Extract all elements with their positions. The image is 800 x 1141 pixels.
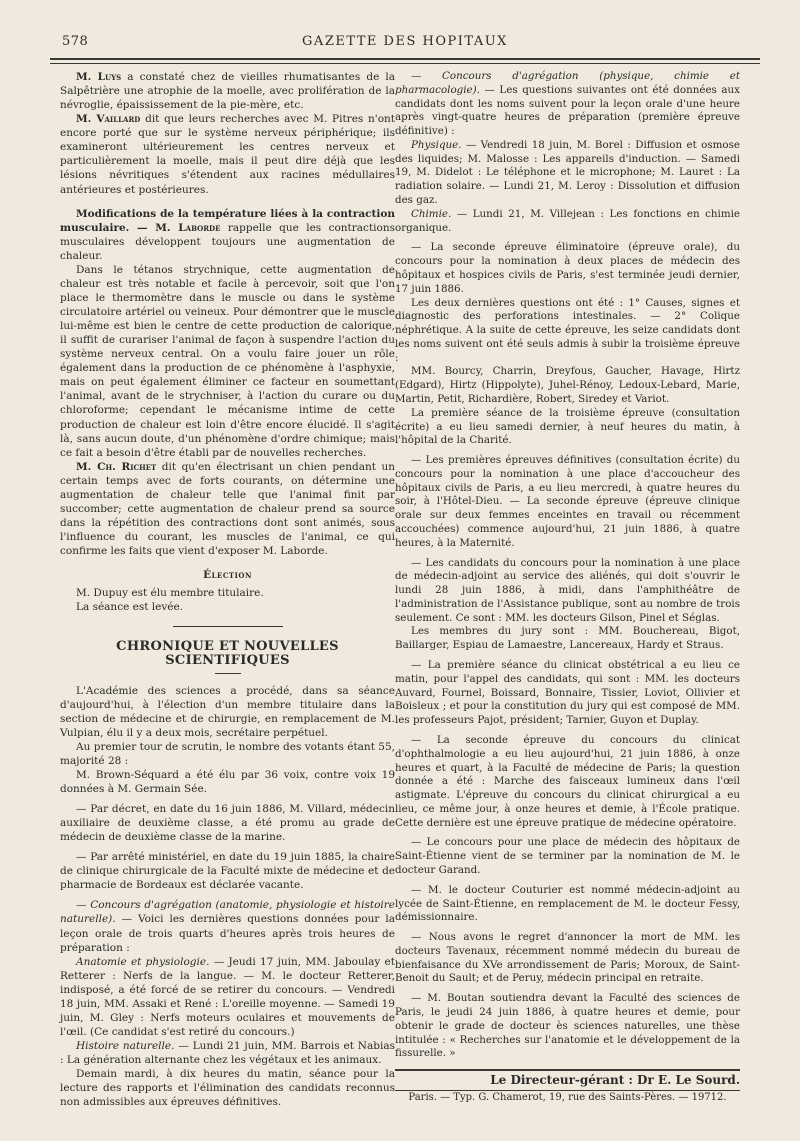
paragraph: — Nous avons le regret d'annoncer la mort de MM. les docteurs Tavenaux, récemment nommé médecin du bureau de bienfaisance du XVe arrondissement de Paris; Moroux, de Saint-Benoit du Sault; et de Peruy, médecin principal en retraite. (395, 931, 740, 985)
short-rule (215, 673, 241, 674)
paragraph: Histoire naturelle. — Lundi 21 juin, MM. Barrois et Nabias : La génération alternante chez les végétaux et les animaux. (60, 1040, 395, 1067)
paragraph: Physique. — Vendredi 18 juin, M. Borel : Diffusion et osmose des liquides; M. Malosse : Les appareils d'induction. — Samedi 19, M. Didelot : Le téléphone et le microphone; M. Lauret : La radiation solaire. — Lundi 21, M. Leroy : Dissolution et diffusion des gaz. (395, 138, 740, 207)
paragraph: — Le concours pour une place de médecin des hôpitaux de Saint-Étienne vient de se terminer par la nomination de M. le docteur Garand. (395, 836, 740, 876)
paragraph: Dans le tétanos strychnique, cette augmentation de chaleur est très notable et facile à percevoir, soit que l'on place le thermomètre dans le muscle ou dans le système circulatoire artériel ou veineux. Pour démontrer que le muscle lui-même est bien le centre de cette production de calorique, il suffit de curariser l'animal de façon à suspendre l'action du système nerveux central. On a voulu faire jouer un rôle également dans la production de ce phénomène à l'asphyxie, mais on peut également éliminer ce facteur en soumettant l'animal, avant de le strychniser, à l'action du curare ou du chloroforme; cependant le mécanisme intime de cette production de chaleur est loin d'être encore élucidé. Il s'agit là, sans aucun doute, d'un phénomène d'ordre chimique; mais ce fait a besoin d'être établi par de nouvelles recherches. (60, 263, 395, 459)
paragraph: Anatomie et physiologie. — Jeudi 17 juin, MM. Jaboulay et Retterer : Nerfs de la langue. — M. le docteur Retterer, indisposé, a été forcé de se retirer du concours. — Vendredi 18 juin, MM. Assaki et René : L'oreille moyenne. — Samedi 19 juin, M. Gley : Nerfs moteurs oculaires et mouvements de l'œil. (Ce candidat s'est retiré du concours.) (60, 955, 395, 1038)
paragraph: Chimie. — Lundi 21, M. Villejean : Les fonctions en chimie organique. (395, 207, 740, 234)
paragraph: La séance est levée. (76, 601, 184, 614)
paragraph: La première séance de la troisième épreuve (consultation écrite) a eu lieu samedi dernier, à neuf heures du matin, à l'hôpital de la Charité. (395, 406, 740, 447)
printer-line: Paris. — Typ. G. Chamerot, 19, rue des Saints-Pères. — 19712. (395, 1090, 740, 1105)
chronique-heading: CHRONIQUE ET NOUVELLES SCIENTIFIQUES (116, 639, 339, 669)
paragraph: M. Brown-Séquard a été élu par 36 voix, contre voix 19 données à M. Germain Sée. (60, 768, 395, 795)
paragraph: Au premier tour de scrutin, le nombre des votants étant 55, majorité 28 : (60, 740, 395, 767)
paragraph: — Concours d'agrégation (physique, chimie et pharmacologie). — Les questions suivantes ont été données aux candidats dont les noms suivent pour la leçon orale d'une heure après vingt-quatre heures de préparation (première épreuve définitive) : (395, 70, 740, 138)
paragraph: Les deux dernières questions ont été : 1° Causes, signes et diagnostic des perforations intestinales. — 2° Colique néphrétique. A la suite de cette épreuve, les seize candidats dont les noms suivent ont été seuls admis à subir la troisième épreuve : (395, 296, 740, 364)
header-rule (50, 58, 760, 64)
ornament-divider (60, 620, 395, 634)
paragraph: M. Dupuy est élu membre titulaire. (76, 587, 264, 600)
signature: Le Directeur-gérant : Dr E. Le Sourd. (395, 1069, 740, 1088)
section-paragraph: Modifications de la température liées à la contraction musculaire. — M. Laborde rappelle que les contractions musculaires développent toujours une augmentation de chaleur. (60, 207, 395, 262)
paragraph: — M. Boutan soutiendra devant la Faculté des sciences de Paris, le jeudi 24 juin 1886, à quatre heures et demie, pour obtenir le grade de docteur ès sciences naturelles, une thèse intitulée : « Recherches sur l'anatomie et le développement de la fissurelle. » (395, 992, 740, 1060)
paragraph: — Les candidats du concours pour la nomination à une place de médecin-adjoint au service des aliénés, qui doit s'ouvrir le lundi 28 juin 1886, à midi, dans l'amphithéâtre de l'administration de l'Assistance publique, sont au nombre de trois seulement. Ce sont : MM. les docteurs Gilson, Pinel et Séglas. (395, 556, 740, 624)
paragraph: M. Ch. Richet dit qu'en électrisant un chien pendant un certain temps avec de forts courants, on détermine une augmentation de chaleur telle que l'animal finit par succomber; cette augmentation de chaleur prend sa source dans la répétition des contractions dont sont animés, sous l'influence du courant, les muscles de l'animal, ce qui confirme les faits que vient d'exposer M. Laborde. (60, 460, 396, 558)
running-title: GAZETTE DES HOPITAUX (302, 34, 508, 49)
paragraph: Les membres du jury sont : MM. Bouchereau, Bigot, Baillarger, Espiau de Lamaestre, Lancereaux, Hardy et Straus. (395, 625, 740, 652)
paragraph: — Les premières épreuves définitives (consultation écrite) du concours pour la nomination à une place d'accoucheur des hôpitaux civils de Paris, a eu lieu mercredi, à quatre heures du soir, à l'Hôtel-Dieu. — La seconde épreuve (épreuve clinique orale sur deux femmes enceintes en travail ou récemment accouchées) commence aujourd'hui, 21 juin 1886, à quatre heures, à la Maternité. (395, 454, 740, 549)
left-column (60, 70, 395, 1109)
paragraph: — Par arrêté ministériel, en date du 19 juin 1885, la chaire de clinique chirurgicale de la Faculté mixte de médecine et de pharmacie de Bordeaux est déclarée vacante. (60, 851, 395, 892)
paragraph: — La seconde épreuve éliminatoire (épreuve orale), du concours pour la nomination à deux places de médecin des hôpitaux et hospices civils de Paris, s'est terminée jeudi dernier, 17 juin 1886. (395, 241, 740, 295)
right-column (395, 70, 740, 1105)
paragraph: — La seconde épreuve du concours du clinicat d'ophthalmologie a eu lieu aujourd'hui, 21 juin 1886, à onze heures et quart, à la Faculté de médecine de Paris; la question donnée a été : Marche des faisceaux lumineux dans l'œil astigmate. L'épreuve du concours du clinicat chirurgical a eu lieu, ce même jour, à onze heures et demie, à l'École pratique. Cette dernière est une épreuve pratique de médecine opératoire. (395, 733, 740, 829)
paragraph: L'Académie des sciences a procédé, dans sa séance d'aujourd'hui, à l'élection d'un membre titulaire dans la section de médecine et de chirurgie, en remplacement de M. Vulpian, élu il y a deux mois, secrétaire perpétuel. (60, 684, 395, 739)
page-number: 578 (62, 34, 89, 49)
paragraph: — Concours d'agrégation (anatomie, physiologie et histoire naturelle). — Voici les dernières questions données pour la leçon orale de trois quarts d'heures après trois heures de préparation : (60, 899, 395, 954)
paragraph: M. Luys a constaté chez de vieilles rhumatisantes de la Salpêtrière une atrophie de la moelle, avec prolifération de la névroglie, épaississement de la pie-mère, etc. (60, 71, 395, 112)
paragraph: Demain mardi, à dix heures du matin, séance pour la lecture des rapports et l'élimination des candidats reconnus non admissibles aux épreuves définitives. (60, 1068, 395, 1109)
paragraph: — M. le docteur Couturier est nommé médecin-adjoint au lycée de Saint-Étienne, en remplacement de M. le docteur Fessy, démissionnaire. (395, 883, 740, 924)
election-heading: Élection (203, 569, 252, 582)
paragraph: MM. Bourcy, Charrin, Dreyfous, Gaucher, Havage, Hirtz (Edgard), Hirtz (Hippolyte), Juhel-Rénoy, Ledoux-Lebard, Marie, Martin, Petit, Richardière, Robert, Siredey et Variot. (395, 365, 740, 405)
paragraph: — Par décret, en date du 16 juin 1886, M. Villard, médecin auxiliaire de deuxième classe, a été promu au grade de médecin de deuxième classe de la marine. (60, 803, 395, 844)
page-header (50, 30, 760, 58)
paragraph: M. Vaillard dit que leurs recherches avec M. Pitres n'ont encore porté que sur le système nerveux périphérique; ils examineront ultérieurement les centres nerveux et particulièrement la moelle, mais il peut dire déjà que les lésions névritiques s'étendent aux racines médullaires antérieures et postérieures. (60, 113, 395, 196)
paragraph: — La première séance du clinicat obstétrical a eu lieu ce matin, pour l'appel des candidats, qui sont : MM. les docteurs Auvard, Fournel, Boissard, Bonnaire, Tissier, Loviot, Ollivier et Boisleux ; et pour la constitution du jury qui est composé de MM. les professeurs Pajot, président; Tarnier, Guyon et Duplay. (395, 659, 740, 727)
